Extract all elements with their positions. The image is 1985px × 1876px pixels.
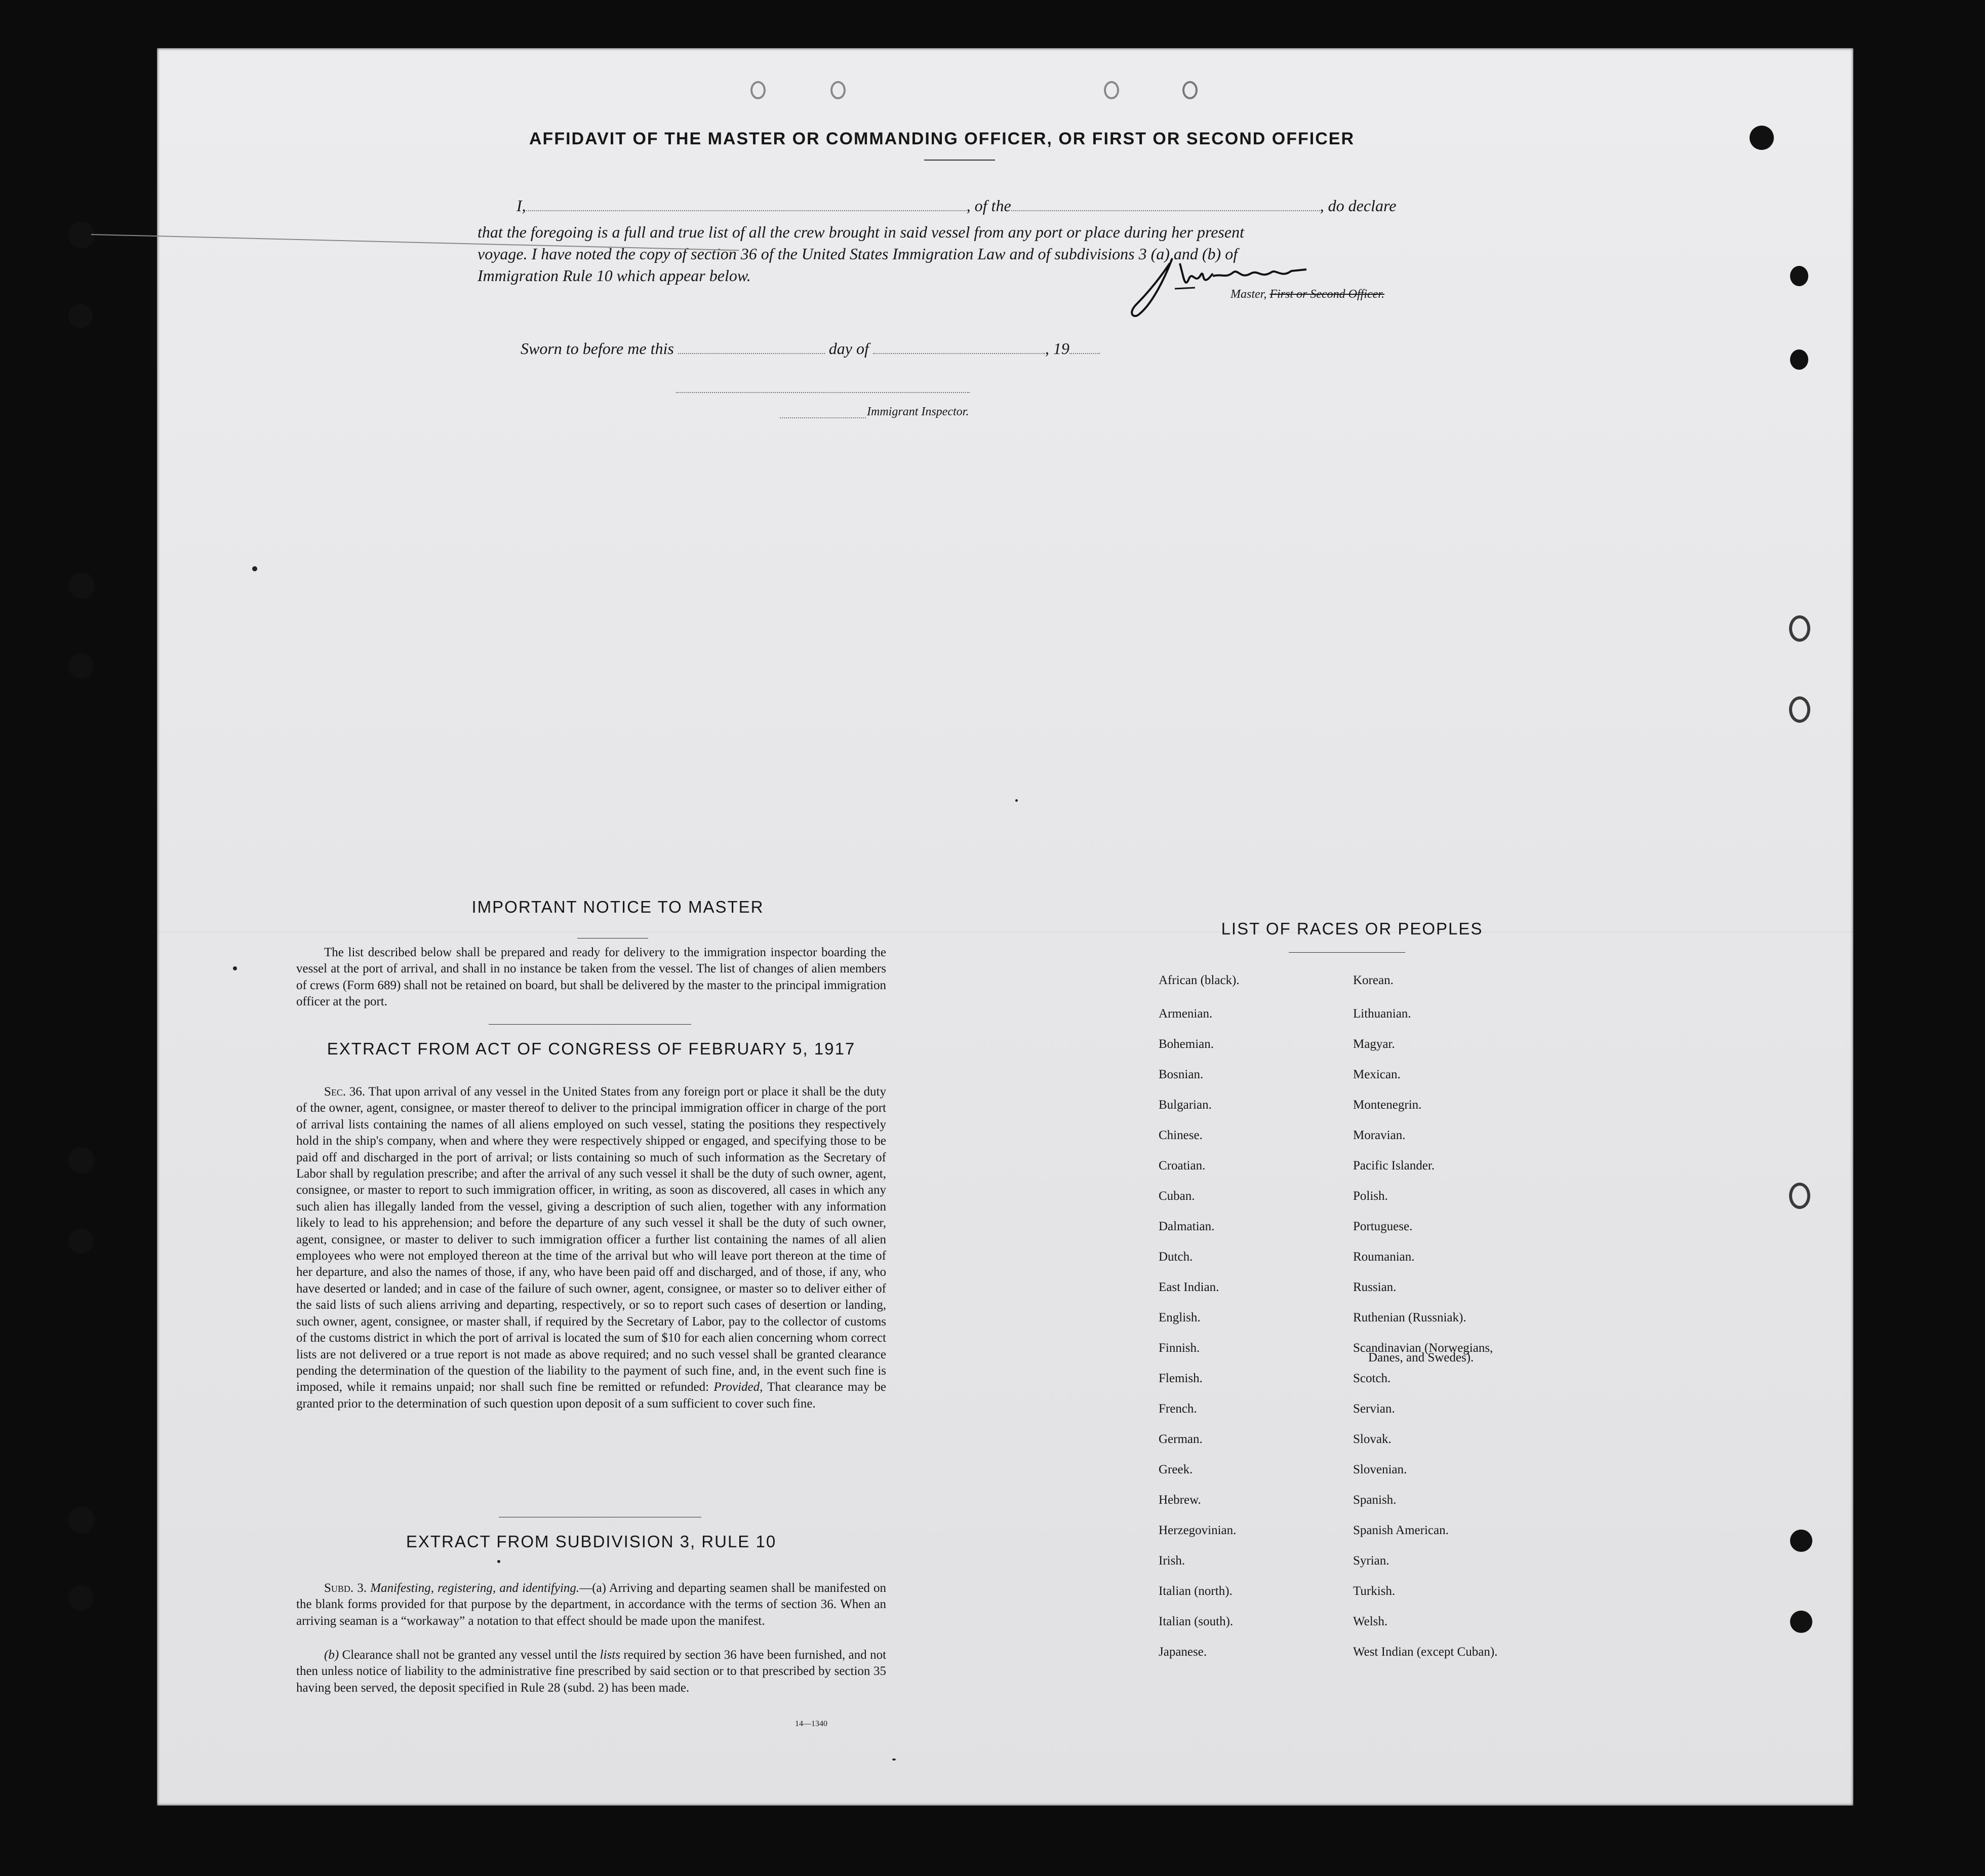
notice-text: The list described below shall be prepared and ready for delivery to the immigration inspector boarding the vessel at the port of arrival, and shall in no instance be taken from the vessel. The list of changes of alien members of crews (Form 689) shall not be retained on board, but shall be delivered by the master to the principal immigration officer at the port.: [296, 946, 886, 1009]
act-section-body: That upon arrival of any vessel in the United States from any foreign port or place it shall be the duty of the owner, agent, consignee, or master thereof to deliver to the principal immigration officer in charge of the port of arrival lists containing the names of all aliens employed on such vessel, stating the positions they respectively hold in the ship's company, when and where they were respectively shipped or engaged, and specifying those to be paid off and discharged in the port of arrival; or lists containing so much of such information as the Secretary of Labor shall by regulation prescribe; and after the arrival of any such vessel it shall be the duty of such owner, agent, consignee, or master to report to such immigration officer, in writing, as soon as discovered, all cases in which any such alien has illegally landed from the vessel, giving a description of such alien, together with any information likely to lead to his apprehension; and before the departure of any such vessel it shall be the duty of such owner, agent, consignee, or master to deliver to such immigration officer a further list containing the names of all alien employees who were not employed thereon at the time of the arrival but who will leave port thereon at the time of her departure, and also the names of those, if any, who have been paid off and discharged, and of those, if any, who have deserted or landed; and in case of the failure of such owner, agent, consignee, or master so to deliver either of the said lists of such aliens arriving and departing, respectively, or so to report such cases of desertion or landing, such owner, agent, consignee, or master shall, if required by the Secretary of Labor, pay to the collector of customs of the customs district in which the port of arrival is located the sum of $10 for each alien concerning whom correct lists are not delivered or a true report is not made as above required; and no such vessel shall be granted clearance pending the determination of the question of the liability to the payment of such fine, and, in the event such fine is imposed, while it remains unpaid; nor shall such fine be remitted or refunded:: [296, 1085, 886, 1394]
race-item: Welsh.: [1353, 1615, 1388, 1628]
caption-officer-struck: First or Second Officer.: [1269, 288, 1384, 301]
declaration-line-3: voyage. I have noted the copy of section 36 of the United States Immigration Law and of subdivisions 3 (a) and (b) of: [478, 245, 1238, 263]
punch-hole: [1790, 266, 1808, 286]
notice-rule: [577, 938, 648, 939]
punch-hole: [1750, 126, 1774, 150]
heading-dot: [497, 1560, 500, 1563]
rule-subd-b: [296, 1647, 886, 1696]
race-item: African (black).: [1159, 973, 1240, 987]
act-proviso: Provided,: [713, 1380, 763, 1394]
race-item: Chinese.: [1159, 1128, 1203, 1142]
top-punch-ring: [1182, 81, 1198, 99]
race-item: Japanese.: [1159, 1645, 1207, 1659]
act-text: [296, 1084, 886, 1412]
race-item: German.: [1159, 1432, 1203, 1446]
dust-speck: [252, 566, 257, 571]
race-item: Ruthenian (Russniak).: [1353, 1311, 1466, 1324]
sworn-line: [521, 339, 1100, 358]
race-item: Dutch.: [1159, 1250, 1193, 1264]
race-item: Slovenian.: [1353, 1463, 1407, 1476]
sworn-day-of: day of: [828, 339, 869, 358]
race-item: Hebrew.: [1159, 1493, 1201, 1507]
inspector-caption: Immigrant Inspector.: [867, 405, 969, 418]
declaration-line-1: [517, 197, 1396, 215]
caption-master: Master,: [1230, 288, 1267, 301]
race-item: Montenegrin.: [1353, 1098, 1422, 1112]
top-punch-ring: [750, 81, 766, 99]
sworn-year: , 19: [1045, 339, 1069, 358]
race-item: Spanish.: [1353, 1493, 1397, 1507]
race-item: Bohemian.: [1159, 1037, 1214, 1051]
race-item: Korean.: [1353, 973, 1394, 987]
punch-hole-ring: [1789, 696, 1810, 723]
race-item: Irish.: [1159, 1554, 1185, 1568]
race-item: Bosnian.: [1159, 1068, 1204, 1081]
race-item: Magyar.: [1353, 1037, 1395, 1051]
race-item: Lithuanian.: [1353, 1007, 1411, 1021]
act-heading: EXTRACT FROM ACT OF CONGRESS OF FEBRUARY 5, 1917: [327, 1039, 856, 1058]
rule-b-lists: lists: [600, 1648, 620, 1662]
punch-hole: [68, 1507, 95, 1533]
dust-speck: [1015, 799, 1018, 802]
punch-hole: [68, 304, 93, 328]
rule-a-label: —(a): [579, 1581, 606, 1595]
race-item: Pacific Islander.: [1353, 1159, 1435, 1172]
race-item: Scandinavian (Norwegians,: [1353, 1341, 1493, 1355]
race-item: Turkish.: [1353, 1584, 1396, 1598]
punch-hole: [68, 1147, 95, 1174]
race-item: Servian.: [1353, 1402, 1395, 1416]
name-blank[interactable]: [526, 208, 967, 211]
rule-b-label: (b): [324, 1648, 339, 1662]
race-item: Flemish.: [1159, 1372, 1203, 1385]
signature-caption: [1230, 288, 1384, 301]
rule-subd-a: [296, 1580, 886, 1629]
race-item: Portuguese.: [1353, 1220, 1413, 1233]
declaration-i: I,: [517, 197, 526, 215]
races-rule: [1289, 952, 1405, 953]
rule-a-text: Arriving and departing seamen shall be manifested on the blank forms provided for that purpose by the department, in accordance with the terms of section 36. When an arriving seaman is a “workaway” a notation to that effect should be made upon the manifest.: [296, 1581, 886, 1628]
act-section-end: That clearance may be granted prior to the determination of such question upon deposit of a sum sufficient to cover such fine.: [296, 1380, 886, 1411]
races-heading: LIST OF RACES OR PEOPLES: [1221, 919, 1483, 938]
race-item: Greek.: [1159, 1463, 1193, 1476]
race-item: English.: [1159, 1311, 1201, 1324]
declaration-line-4: Immigration Rule 10 which appear below.: [478, 266, 751, 285]
race-item: Italian (north).: [1159, 1584, 1233, 1598]
punch-hole-ring: [1789, 1183, 1810, 1209]
rule-b-text-1: Clearance shall not be granted any vessel until the: [342, 1648, 597, 1662]
dust-speck: [892, 1758, 896, 1761]
sworn-text: Sworn to before me this: [521, 339, 674, 358]
punch-hole-ring: [1789, 615, 1810, 642]
race-item: Mexican.: [1353, 1068, 1401, 1081]
race-item: Bulgarian.: [1159, 1098, 1212, 1112]
inspector-signature-blank-2[interactable]: [780, 415, 866, 418]
race-item: Scotch.: [1353, 1372, 1391, 1385]
form-number: 14—1340: [795, 1719, 827, 1728]
punch-hole: [1790, 349, 1808, 370]
race-item: Italian (south).: [1159, 1615, 1234, 1628]
day-blank[interactable]: [678, 351, 825, 354]
month-blank[interactable]: [873, 351, 1045, 354]
punch-hole: [68, 572, 95, 599]
race-item: Croatian.: [1159, 1159, 1206, 1172]
race-item: Dalmatian.: [1159, 1220, 1215, 1233]
top-punch-ring: [830, 81, 846, 99]
race-item: West Indian (except Cuban).: [1353, 1645, 1498, 1659]
race-item: Armenian.: [1159, 1007, 1213, 1021]
punch-hole: [68, 1228, 94, 1254]
rule-b-text-2: required by section 36 have been furnished, and not then unless notice of liability to the administrative fine prescribed by said section or to that prescribed by section 35 having been served, the deposit specified in Rule 28 (subd. 2) has been made.: [296, 1648, 887, 1695]
inspector-signature-blank[interactable]: [676, 390, 970, 393]
race-item: Russian.: [1353, 1280, 1397, 1294]
declaration-of-the: , of the: [966, 197, 1011, 215]
race-item: Spanish American.: [1353, 1523, 1449, 1537]
affidavit-title: AFFIDAVIT OF THE MASTER OR COMMANDING OFFICER, OR FIRST OR SECOND OFFICER: [529, 129, 1355, 148]
race-continuation: Danes, and Swedes).: [1368, 1351, 1474, 1364]
declaration-do-declare: , do declare: [1320, 197, 1397, 215]
punch-hole: [1790, 1530, 1812, 1552]
rule-subd-label: Subd. 3.: [324, 1581, 367, 1595]
notice-heading: IMPORTANT NOTICE TO MASTER: [471, 897, 764, 916]
race-item: Cuban.: [1159, 1189, 1195, 1203]
race-item: Herzegovinian.: [1159, 1523, 1237, 1537]
race-item: French.: [1159, 1402, 1197, 1416]
year-blank[interactable]: [1069, 351, 1100, 354]
master-signature: [1124, 248, 1317, 324]
race-item: Roumanian.: [1353, 1250, 1415, 1264]
dust-speck: [233, 966, 237, 970]
act-section-label: Sec. 36.: [324, 1085, 366, 1099]
punch-hole: [68, 653, 94, 679]
rule-heading: EXTRACT FROM SUBDIVISION 3, RULE 10: [406, 1532, 777, 1551]
punch-hole: [68, 1585, 94, 1611]
rule-subd-title: Manifesting, registering, and identifying.: [370, 1581, 580, 1595]
race-item: East Indian.: [1159, 1280, 1219, 1294]
declaration-line-2: that the foregoing is a full and true list of all the crew brought in said vessel from any port or place during her present: [478, 223, 1244, 241]
vessel-blank[interactable]: [1011, 208, 1320, 211]
top-punch-ring: [1104, 81, 1119, 99]
race-item: Finnish.: [1159, 1341, 1200, 1355]
race-item: Slovak.: [1353, 1432, 1392, 1446]
race-item: Syrian.: [1353, 1554, 1390, 1568]
notice-divider: [489, 1024, 691, 1025]
title-rule: [924, 160, 995, 161]
race-item: Polish.: [1353, 1189, 1388, 1203]
race-item: Moravian.: [1353, 1128, 1406, 1142]
punch-hole: [1790, 1611, 1812, 1633]
